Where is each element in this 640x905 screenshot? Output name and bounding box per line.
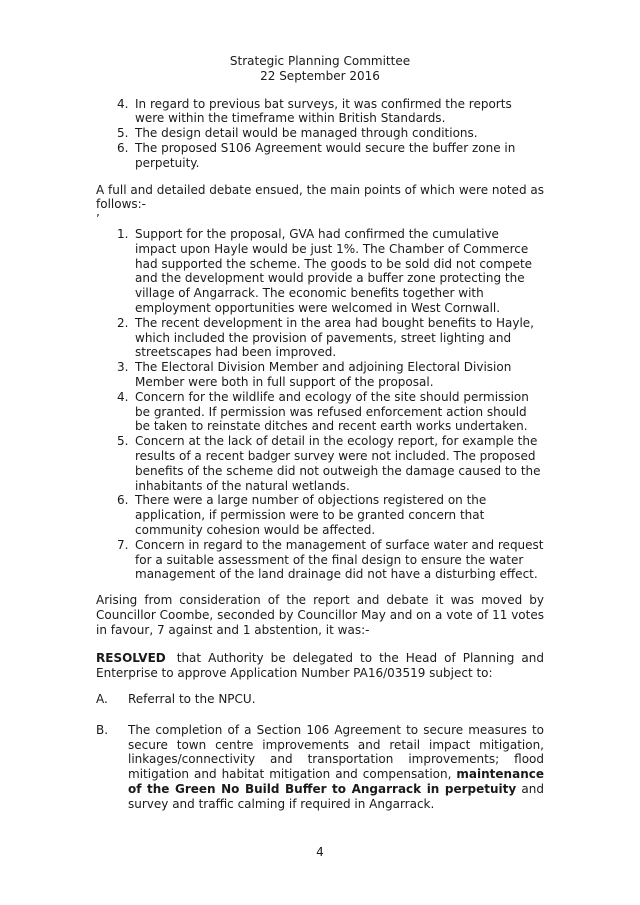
condition-text-bold: maintenance of the Green No Build Buffer to Angarrack in perpetuity xyxy=(128,767,544,797)
resolved-label: RESOLVED xyxy=(96,651,166,666)
list-item-number: 6. xyxy=(117,140,129,155)
list-item-text: Concern in regard to the management of surface water and request for a suitable assessment of the final design to ensure the water management of the land drainage did not have a disturbing effect. xyxy=(135,537,544,582)
list-item xyxy=(96,97,544,127)
list-item-text: There were a large number of objections registered on the application, if permission were to be granted concern that community cohesion would be affected. xyxy=(135,493,487,537)
list-item-text: The recent development in the area had bought benefits to Hayle, which included the provision of pavements, street lighting and streetscapes had been improved. xyxy=(135,315,534,360)
resolved-paragraph xyxy=(96,651,544,681)
list-item-text: Concern at the lack of detail in the ecology report, for example the results of a recent badger survey were not included. The proposed benefits of the scheme did not outweigh the damage caused to the inhabitants of the natural wetlands. xyxy=(135,434,541,493)
committee-title: Strategic Planning Committee xyxy=(229,54,411,68)
list-item-text xyxy=(128,723,544,812)
list-item-number: 4. xyxy=(117,96,129,111)
list-item xyxy=(96,141,544,171)
list-item-text: In regard to previous bat surveys, it was confirmed the reports were within the timeframe within British Standards. xyxy=(135,96,512,126)
preceding-points-list xyxy=(96,97,544,171)
resolved-text: that Authority be delegated to the Head of Planning and Enterprise to approve Application Number PA16/03519 subject to: xyxy=(96,651,544,681)
document-header xyxy=(96,54,544,84)
resolution-conditions-list xyxy=(96,692,544,812)
list-item-number: 5. xyxy=(117,434,129,449)
list-item xyxy=(96,493,544,537)
debate-points-list xyxy=(96,227,544,582)
list-item xyxy=(96,227,544,316)
condition-text-normal: and survey and traffic calming if required in Angarrack. xyxy=(128,782,545,811)
meeting-date: 22 September 2016 xyxy=(260,68,380,83)
list-item-text: The design detail would be managed through conditions. xyxy=(135,126,478,141)
arising-paragraph: Arising from consideration of the report and debate it was moved by Councillor Coombe, seconded by Councillor May and on a vote of 11 votes in favour, 7 against and 1 abstention, it was:- xyxy=(96,593,544,637)
condition-text-normal: The completion of a Section 106 Agreement to secure measures to secure town centre improvements and retail impact mitigation, linkages/connectivity and transportation improvements; flood mitigation and habitat mitigation and compensation, xyxy=(128,722,544,782)
intro-paragraph: A full and detailed debate ensued, the main points of which were noted as follows:- xyxy=(96,182,544,212)
list-item xyxy=(96,316,544,360)
list-item-number: 1. xyxy=(117,226,129,241)
stray-apostrophe: ’ xyxy=(96,212,100,227)
list-item-text: Referral to the NPCU. xyxy=(128,692,256,707)
list-item-text: Concern for the wildlife and ecology of the site should permission be granted. If permission was refused enforcement action should be taken to reinstate ditches and recent earth works undertaken. xyxy=(135,389,529,434)
list-item-text: Support for the proposal, GVA had confirmed the cumulative impact upon Hayle would be just 1%. The Chamber of Commerce had supported the scheme. The goods to be sold did not compete and the development would provide a buffer zone protecting the village of Angarrack. The economic benefits together with employment opportunities were welcomed in West Cornwall. xyxy=(135,226,533,315)
list-item-text: The Electoral Division Member and adjoining Electoral Division Member were both in full support of the proposal. xyxy=(135,360,512,389)
list-item xyxy=(96,692,544,707)
list-item xyxy=(96,723,544,812)
list-item xyxy=(96,538,544,582)
list-item-letter: B. xyxy=(96,722,109,737)
list-item-letter: A. xyxy=(96,692,108,707)
list-item-number: 2. xyxy=(117,315,129,330)
page-number: 4 xyxy=(316,844,324,859)
list-item-number: 7. xyxy=(117,537,129,552)
list-item-number: 3. xyxy=(117,360,129,375)
list-item xyxy=(96,434,544,493)
list-item-number: 5. xyxy=(117,126,129,141)
list-item xyxy=(96,360,544,390)
list-item xyxy=(96,126,544,141)
list-item-text: The proposed S106 Agreement would secure the buffer zone in perpetuity. xyxy=(135,140,516,170)
list-item xyxy=(96,390,544,434)
list-item-number: 6. xyxy=(117,493,129,508)
list-item-number: 4. xyxy=(117,389,129,404)
